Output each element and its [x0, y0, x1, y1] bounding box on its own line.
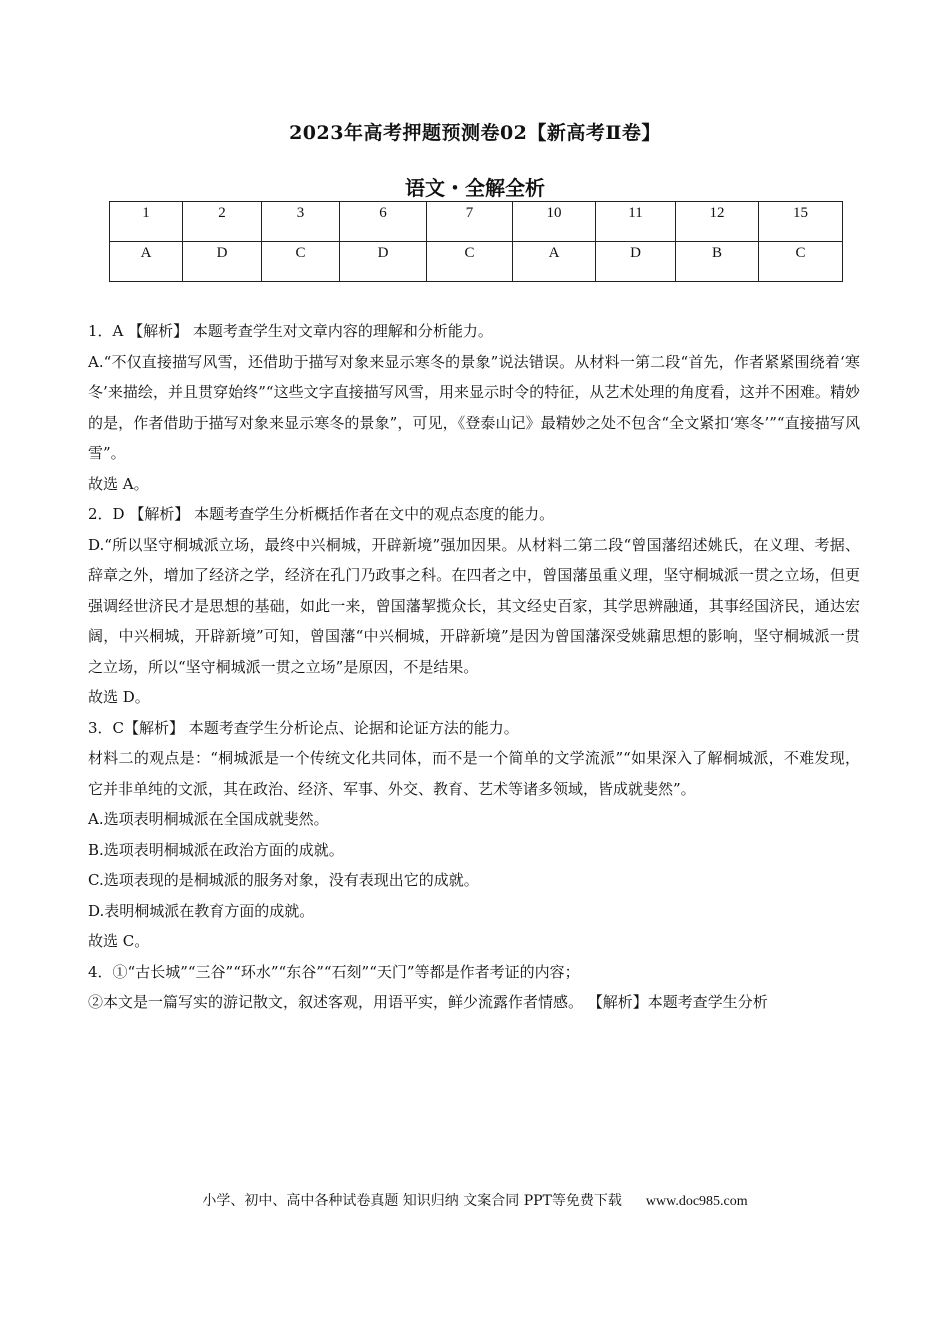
q4-point-1: 4．①“古长城”“三谷”“环水”“东谷”“石刻”“天门”等都是作者考证的内容； [88, 962, 580, 981]
footer-site: www.doc985.com [645, 1194, 748, 1209]
footer-text: 小学、初中、高中各种试卷真题 知识归纳 文案合同 PPT等免费下载 [202, 1193, 622, 1209]
answer-cell: D [340, 242, 427, 282]
q3-heading: 3．C【解析】 本题考查学生分析论点、论据和论证方法的能力。 [88, 718, 519, 737]
answer-cell: C [262, 242, 340, 282]
q3-option-b: B.选项表明桐城派在政治方面的成就。 [88, 840, 344, 859]
q1-heading: 1．A 【解析】 本题考查学生对文章内容的理解和分析能力。 [88, 322, 493, 340]
q3-choice: 故选 C。 [88, 932, 150, 950]
question-number: 1 [110, 202, 183, 242]
answer-table-answer-row [110, 242, 843, 282]
q3-option-a: A.选项表明桐城派在全国成就斐然。 [88, 810, 329, 828]
answer-cell: D [596, 242, 676, 282]
page-subtitle: 语文・全解全析 [405, 176, 545, 200]
question-number: 3 [262, 202, 340, 242]
analysis-body [88, 316, 860, 1018]
question-number: 6 [340, 202, 427, 242]
q2-heading: 2．D 【解析】 本题考查学生分析概括作者在文中的观点态度的能力。 [88, 505, 555, 523]
q2-choice: 故选 D。 [88, 688, 150, 706]
question-number: 10 [513, 202, 596, 242]
answer-cell: C [427, 242, 513, 282]
q1-explanation: A.“不仅直接描写风雪，还借助于描写对象来显示寒冬的景象”说法错误。从材料一第二段“首先，作者紧紧围绕着‘寒冬’来描绘，并且贯穿始终”“这些文字直接描写风雪，用来显示时令的特征，从艺术处理的角度看，这并不困难。精妙的是，作者借助于描写对象来显示寒冬的景象”，可见，《登泰山记》最精妙之处不包含“全文紧扣‘寒冬’”“直接描写风雪”。 [88, 352, 860, 462]
q4-point-2: ②本文是一篇写实的游记散文，叙述客观，用语平实，鲜少流露作者情感。 【解析】本题考查学生分析 [88, 993, 768, 1011]
q3-option-c: C.选项表现的是桐城派的服务对象，没有表现出它的成就。 [88, 871, 479, 889]
answer-cell: B [676, 242, 759, 282]
answer-cell: A [110, 242, 183, 282]
answer-table-number-row [110, 202, 843, 242]
answer-table [109, 201, 843, 282]
question-number: 15 [759, 202, 843, 242]
question-number: 12 [676, 202, 759, 242]
page-footer [0, 1190, 950, 1210]
q3-option-d: D.表明桐城派在教育方面的成就。 [88, 901, 315, 920]
q3-explanation: 材料二的观点是：“桐城派是一个传统文化共同体，而不是一个简单的文学流派”“如果深入了解桐城派，不难发现，它并非单纯的文派，其在政治、经济、军事、外交、教育、艺术等诸多领域，皆成就斐然”。 [88, 749, 860, 798]
question-number: 7 [427, 202, 513, 242]
q1-choice: 故选 A。 [88, 474, 149, 493]
page-title: 2023年高考押题预测卷02【新高考Ⅱ卷】 [289, 122, 661, 144]
q2-explanation: D.“所以坚守桐城派立场，最终中兴桐城，开辟新境”强加因果。从材料二第二段“曾国藩绍述姚氏，在义理、考据、辞章之外，增加了经济之学，经济在孔门乃政事之科。在四者之中，曾国藩虽重义理，坚守桐城派一贯之立场，但更强调经世济民才是思想的基础，如此一来，曾国藩挈揽众长，其文经史百家，其学思辨融通，其事经国济民，通达宏阔，中兴桐城，开辟新境”可知，曾国藩“中兴桐城，开辟新境”是因为曾国藩深受姚鼐思想的影响，坚守桐城派一贯之立场，所以“坚守桐城派一贯之立场”是原因，不是结果。 [88, 535, 860, 676]
answer-cell: C [759, 242, 843, 282]
question-number: 11 [596, 202, 676, 242]
answer-cell: D [183, 242, 262, 282]
answer-cell: A [513, 242, 596, 282]
question-number: 2 [183, 202, 262, 242]
